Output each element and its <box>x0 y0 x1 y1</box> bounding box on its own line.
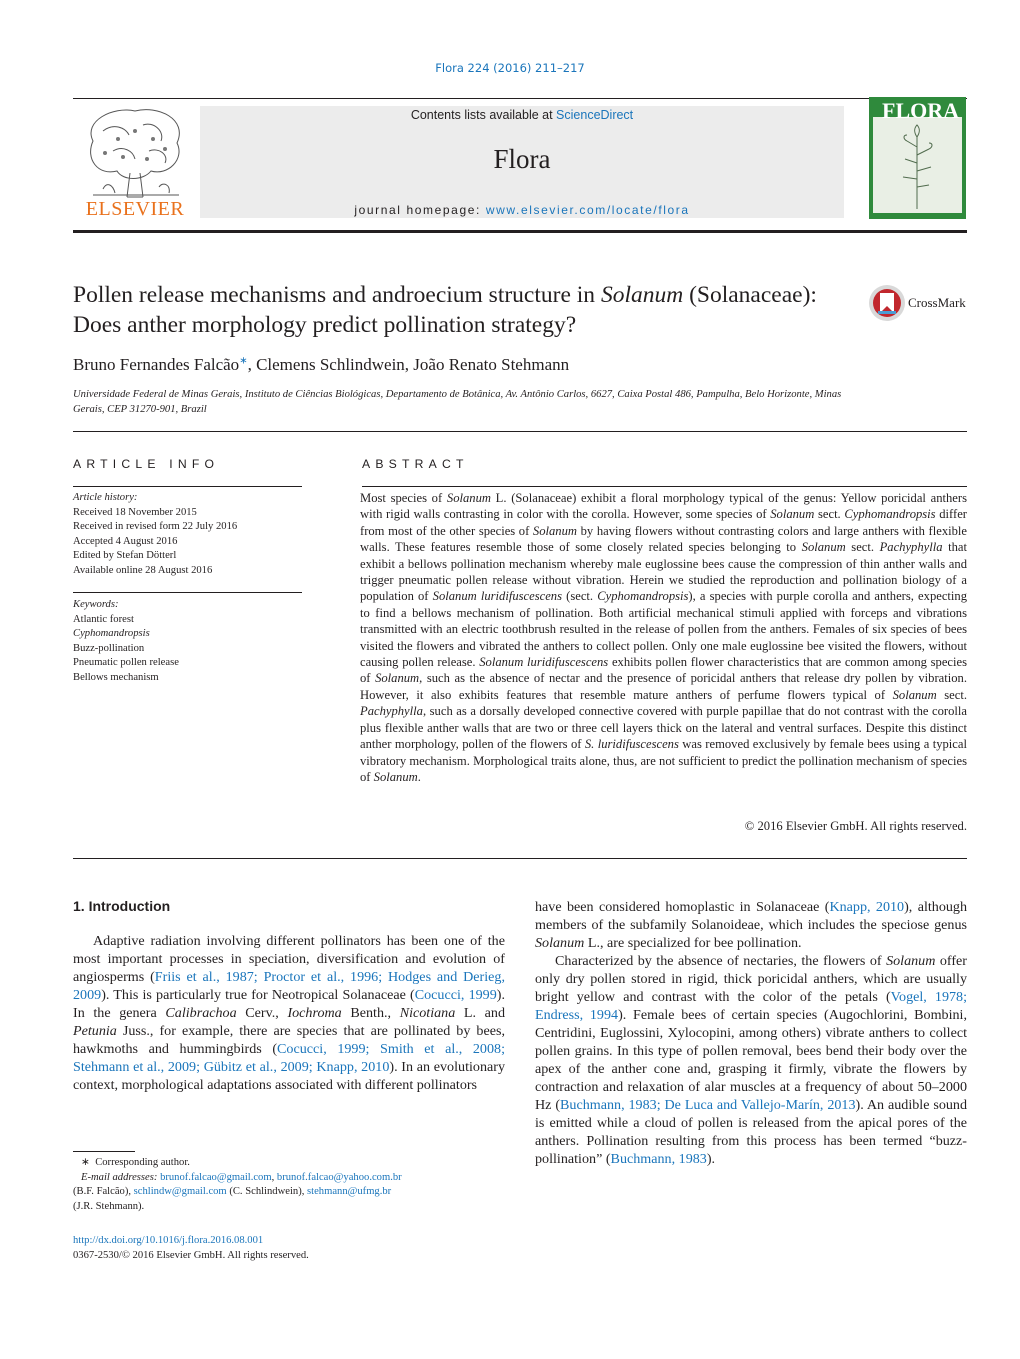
abstract-fragment: that exhibit a bellows pollination mechanism whereby male euglossine bees cause the compression of thin anther walls and trigger pneumatic pollen release without vibration. Herein we studied the reproduction and pollination biology of a population of <box>360 540 967 604</box>
footnote-mark: ∗ <box>81 1157 90 1168</box>
abstract-taxon: Solanum <box>532 523 577 538</box>
history-item: Available online 28 August 2016 <box>73 564 213 576</box>
footnote-rule <box>73 1151 135 1152</box>
keyword: Pneumatic pollen release <box>73 657 179 669</box>
abstract-rule <box>362 486 967 487</box>
journal-citation[interactable]: Flora 224 (2016) 211–217 <box>435 61 585 75</box>
taxon-name: Calibrachoa <box>165 1005 237 1021</box>
text-run: Cerv., <box>236 1005 288 1021</box>
taxon-name: Iochroma <box>287 1005 342 1021</box>
history-item: Accepted 4 August 2016 <box>73 535 178 547</box>
article-info-heading: ARTICLE INFO <box>73 457 220 471</box>
citation-link[interactable]: Knapp, 2010 <box>829 899 905 915</box>
history-label: Article history: <box>73 492 138 503</box>
abstract-fragment: sect. <box>845 540 880 555</box>
abstract-fragment: exhibits pollen flower characteristics that are common among species of <box>360 655 968 686</box>
publisher-logo <box>73 101 197 219</box>
text-run: ). In the genera <box>73 987 505 1021</box>
abstract-fragment: by having flowers without contrasting colors and large anthers with flexible walls. These features resemble those of some closely related species belonging to <box>360 523 968 555</box>
abstract-taxon: Solanum luridifuscescens <box>479 655 609 670</box>
abstract-taxon: Cyphomandropsis <box>844 507 936 522</box>
footnote-text: Corresponding author. <box>95 1157 190 1168</box>
text-run: ), although members of the subfamily Solanoideae, which includes the speciose genus <box>535 899 968 933</box>
text-run: have been considered homoplastic in Solanaceae ( <box>535 899 830 915</box>
abstract-taxon: Solanum <box>801 540 846 555</box>
taxon-name: Solanum <box>886 953 936 969</box>
citation-link[interactable]: Friis et al., 1987; Proctor et al., 1996; Hodges and Derieg, 2009 <box>73 969 505 1003</box>
keyword: Bellows mechanism <box>73 671 159 683</box>
abstract-text <box>360 490 967 785</box>
abstract-taxon: Solanum <box>373 769 418 784</box>
intro-paragraph-2 <box>535 952 967 1168</box>
text-run: Characterized by the absence of nectaries, the flowers of <box>555 953 887 969</box>
header-bottom-rule <box>73 230 967 233</box>
crossmark-badge[interactable] <box>868 284 968 324</box>
sciencedirect-link[interactable]: ScienceDirect <box>556 108 634 122</box>
history-item: Received in revised form 22 July 2016 <box>73 521 238 533</box>
crossmark-label: CrossMark <box>908 295 966 310</box>
abstract-heading: ABSTRACT <box>362 457 469 471</box>
title-genus: Solanum <box>600 282 684 308</box>
abstract-fragment: . <box>417 769 421 784</box>
abstract-end-rule <box>73 858 967 859</box>
abstract-copyright: © 2016 Elsevier GmbH. All rights reserved. <box>744 819 967 833</box>
abstract-fragment: sect. <box>936 687 967 702</box>
text-run: ). <box>706 1151 716 1167</box>
keyword: Atlantic forest <box>73 613 134 625</box>
abstract-fragment: was removed exclusively by female bees using a typical vibratory mechanism. Morphological traits alone, thus, are not sufficient to predict the pollination mechanism of species of <box>360 737 967 784</box>
abstract-fragment: ), a species with purple corolla and anthers, expecting to find a bellows mechanism of pollination. Both artificial mechanical stimuli applied with forceps and vibrations transmitted with an electric toothbrush resulted in the release of pollen from the anthers. Females of six species of bees visited the flowers and vibrated the anthers to collect pollen. Only one male euglossine bee visited the flowers, without causing pollen release. <box>360 589 968 670</box>
email-link[interactable]: brunof.falcao@gmail.com <box>160 1171 272 1183</box>
keywords-rule <box>73 592 302 593</box>
citation-link[interactable]: Buchmann, 1983; De Luca and Vallejo-Marín, 2013 <box>560 1097 856 1113</box>
keywords <box>73 598 303 686</box>
homepage-link[interactable]: www.elsevier.com/locate/flora <box>485 203 690 217</box>
abstract-taxon: Cyphomandropsis <box>597 589 689 604</box>
email-footnote-cont <box>73 1185 503 1200</box>
abstract-taxon: Pachyphylla <box>879 540 943 555</box>
email-owner: (J.R. Stehmann). <box>73 1200 145 1212</box>
taxon-name: Petunia <box>73 1023 117 1039</box>
abstract-taxon: Solanum <box>770 507 815 522</box>
contents-prefix: Contents lists available at <box>410 108 557 122</box>
text-run: Adaptive radiation involving different pollinators has been one of the most important processes in speciation, diversification and evolution of angiosperms ( <box>73 933 505 985</box>
text-run: Benth., <box>341 1005 400 1021</box>
issn-copyright: 0367-2530/© 2016 Elsevier GmbH. All rights reserved. <box>73 1249 309 1261</box>
history-item: Received 18 November 2015 <box>73 506 197 518</box>
crossmark-icon <box>868 284 906 322</box>
abstract-fragment: differ from most of the other species of <box>360 507 968 538</box>
abstract-taxon: Solanum <box>375 671 420 686</box>
abstract-taxon: S. luridifuscescens <box>584 737 679 752</box>
abstract-taxon: Solanum <box>892 687 937 702</box>
text-run: offer only dry pollen stored in rigid, thick poricidal anthers, which are usually bright yellow and contrast with the color of the petals ( <box>535 953 967 1005</box>
abstract-fragment: , such as the absence of nectar and the presence of poricidal anthers that release dry pollen by vibration. However, it also exhibits features that resemble mature anthers of perfume flowers typical of <box>360 671 968 702</box>
email-footnote <box>73 1171 503 1186</box>
text-run: ). Female bees of certain species (Augochlorini, Bombini, Centridini, Euglossini, Xylocopini, among others) vibrate anthers to collect pollen grains. In this type of pollen removal, bees bend their body over the apex of the anther cone and, grasping it firmly, vibrate the flowers by contraction and relaxation of alar muscles at a frequency of about 50–2000 Hz ( <box>535 1007 967 1113</box>
doi-block <box>73 1231 503 1263</box>
header-top-rule <box>73 98 967 99</box>
author-1: Bruno Fernandes Falcão <box>73 355 240 374</box>
journal-homepage-line <box>200 203 844 217</box>
journal-name: Flora <box>493 144 551 174</box>
title-part-2: (Solanaceae): Does anther morphology predict pollination strategy? <box>73 282 817 338</box>
journal-cover[interactable] <box>869 97 966 219</box>
contents-line <box>200 108 844 122</box>
abstract-taxon: Solanum luridifuscescens <box>432 589 563 604</box>
article-history <box>73 491 303 579</box>
text-run: ). This is particularly true for Neotropical Solanaceae ( <box>101 987 415 1003</box>
article-info-rule <box>73 486 302 487</box>
history-item: Edited by Stefan Dötterl <box>73 550 177 562</box>
email-owner: (B.F. Falcão), <box>73 1186 134 1198</box>
abstract-taxon: Pachyphylla <box>360 704 423 719</box>
email-label: E-mail addresses: <box>81 1171 161 1183</box>
intro-paragraph-1-continued <box>535 898 967 952</box>
keyword: Buzz-pollination <box>73 642 145 654</box>
citation-link[interactable]: Cocucci, 1999; Smith et al., 2008; Stehmann et al., 2009; Gübitz et al., 2009; Knapp, 2010 <box>73 1041 505 1075</box>
citation-link[interactable]: Buchmann, 1983 <box>610 1151 707 1167</box>
text-run: ). In an evolutionary context, morphological adaptations associated with different pollinators <box>73 1059 505 1093</box>
article-title <box>73 280 833 340</box>
cover-title: FLORA <box>882 98 959 123</box>
affiliation-rule <box>73 431 967 432</box>
taxon-name: Nicotiana <box>399 1005 456 1021</box>
corresponding-footnote <box>73 1156 503 1171</box>
keyword: Cyphomandropsis <box>73 628 150 640</box>
corresponding-author-mark[interactable]: ∗ <box>239 355 248 367</box>
abstract-taxon: Solanum <box>446 491 491 505</box>
abstract-fragment: L. (Solanaceae) exhibit a floral morphology typical of the genus: Yellow poricidal anthers with rigid walls contrasting in color with the corolla. However, some species of <box>360 491 967 522</box>
title-part-1: Pollen release mechanisms and androecium structure in <box>73 282 601 308</box>
email-link[interactable]: stehmann@ufmg.br <box>307 1186 392 1198</box>
body-column-right <box>535 898 967 1168</box>
abstract-fragment: Most species of <box>360 491 447 505</box>
taxon-name: Solanum <box>535 935 585 951</box>
author-affiliation: Universidade Federal de Minas Gerais, Instituto de Ciências Biológicas, Departamento de Botânica, Av. Antônio Carlos, 6627, Caixa Postal 486, Pampulha, Belo Horizonte, Minas Gerais, CEP 31270-901, Brazil <box>73 389 842 415</box>
email-owner: (C. Schlindwein), <box>226 1186 308 1198</box>
text-run: Juss., for example, there are species that are pollinated by bees, hawkmoths and hummingbirds ( <box>73 1023 505 1057</box>
citation-link[interactable]: Vogel, 1978; Endress, 1994 <box>535 989 967 1023</box>
intro-paragraph-1 <box>73 932 505 1094</box>
abstract-fragment: sect. <box>814 507 845 522</box>
abstract-fragment: , such as a dorsally developed connective covered with purple papillae that do not contrast with the corolla plus flexible anther walls that are two or three cell layers thick on the lateral and ventral surfaces. Despite this distinct anther morphology, pollen of the flowers of <box>360 704 967 752</box>
doi-link[interactable]: http://dx.doi.org/10.1016/j.flora.2016.08.001 <box>73 1235 264 1246</box>
footnotes <box>73 1156 503 1214</box>
email-link[interactable]: schlindw@gmail.com <box>133 1186 227 1198</box>
keywords-label: Keywords: <box>73 599 119 610</box>
author-list <box>73 355 569 375</box>
publisher-name: ELSEVIER <box>85 198 185 220</box>
text-run: ). An audible sound is emitted while a cloud of pollen is released from the apical pores of the anthers. Pollination resulting from this process has been termed “buzz-pollination” ( <box>535 1097 968 1167</box>
abstract-fragment: (sect. <box>562 589 598 604</box>
separator: , <box>271 1171 277 1183</box>
citation-link[interactable]: Cocucci, 1999 <box>414 987 497 1003</box>
homepage-prefix: journal homepage: <box>354 203 486 217</box>
text-run: L., are specialized for bee pollination. <box>584 935 802 951</box>
other-authors: , Clemens Schlindwein, João Renato Stehmann <box>247 355 570 374</box>
email-link[interactable]: brunof.falcao@yahoo.com.br <box>276 1171 402 1183</box>
body-column-left <box>73 932 505 1094</box>
introduction-heading: 1. Introduction <box>73 898 171 914</box>
text-run: L. and <box>455 1005 506 1021</box>
